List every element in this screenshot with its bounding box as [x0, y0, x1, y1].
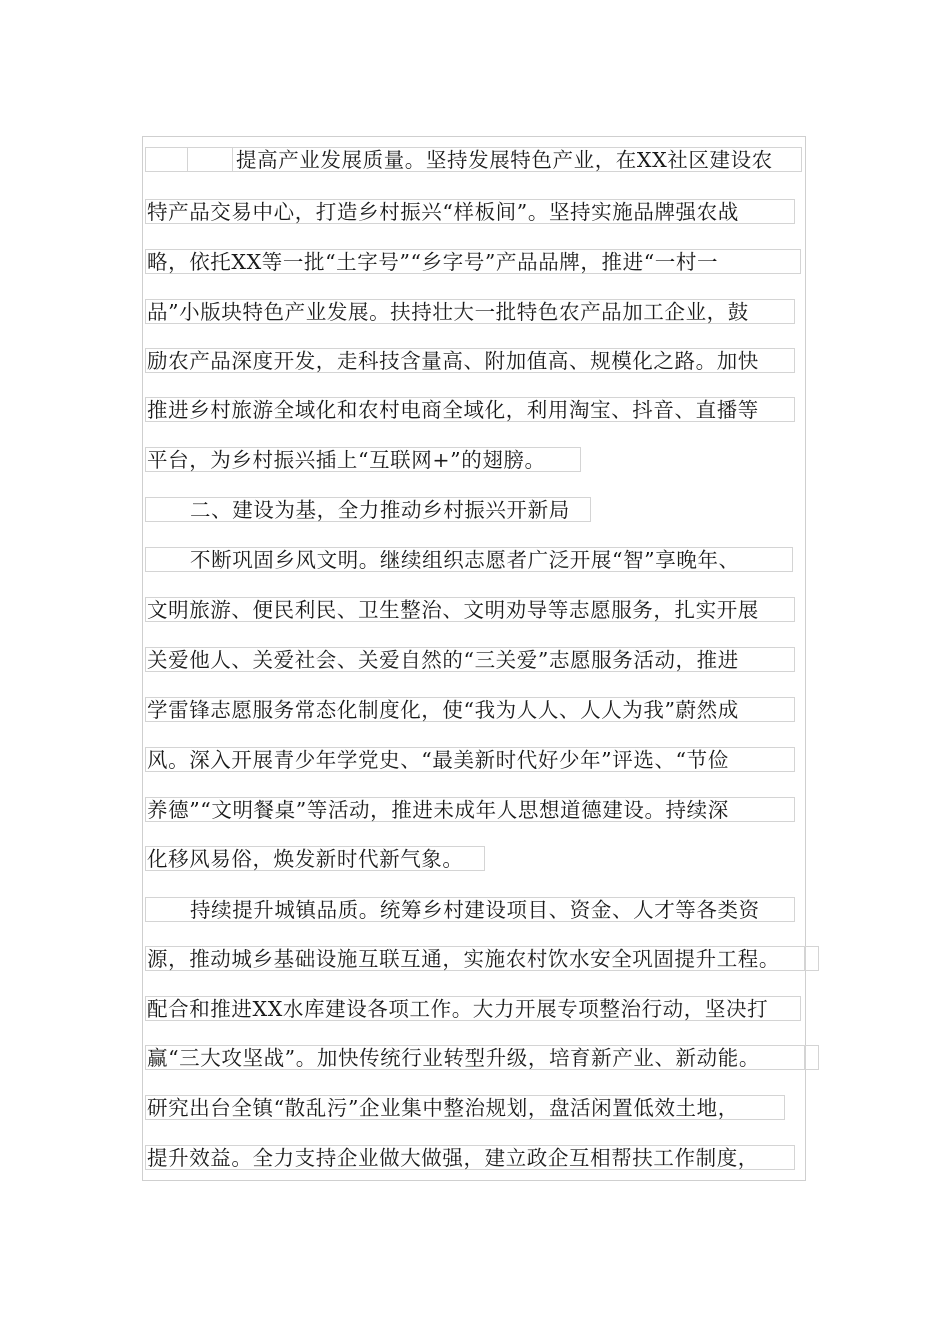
overflow-marker [805, 1045, 819, 1070]
text-line-5: 励农产品深度开发，走科技含量高、附加值高、规模化之路。加快 [145, 348, 795, 373]
text-line-19: 赢“三大攻坚战”。加快传统行业转型升级，培育新产业、新动能。 [145, 1045, 805, 1070]
text-line-12: 学雷锋志愿服务常态化制度化，使“我为人人、人人为我”蔚然成 [145, 697, 795, 722]
text-line-17: 源，推动城乡基础设施互联互通，实施农村饮水安全巩固提升工程。 [145, 946, 805, 971]
text-line-6: 推进乡村旅游全域化和农村电商全域化，利用淘宝、抖音、直播等 [145, 397, 795, 422]
text-line-13: 风。深入开展青少年学党史、“最美新时代好少年”评选、“节俭 [145, 747, 795, 772]
text-line-7: 平台，为乡村振兴插上“互联网+”的翅膀。 [145, 447, 581, 472]
text-line-10: 文明旅游、便民利民、卫生整治、文明劝导等志愿服务，扎实开展 [145, 597, 795, 622]
overflow-marker [805, 946, 819, 971]
text-line-4: 品”小版块特色产业发展。扶持壮大一批特色农产品加工企业，鼓 [145, 299, 795, 324]
section-heading: 二、建设为基，全力推动乡村振兴开新局 [145, 497, 591, 522]
text-line-20: 研究出台全镇“散乱污”企业集中整治规划，盘活闲置低效土地， [145, 1095, 785, 1120]
text-line-16: 持续提升城镇品质。统筹乡村建设项目、资金、人才等各类资 [145, 897, 795, 922]
text-line-11: 关爱他人、关爱社会、关爱自然的“三关爱”志愿服务活动，推进 [145, 647, 795, 672]
text-line-3: 略，依托XX等一批“土字号”“乡字号”产品品牌，推进“一村一 [145, 249, 801, 274]
text-line-14: 养德”“文明餐桌”等活动，推进未成年人思想道德建设。持续深 [145, 797, 795, 822]
text-line-1: 提高产业发展质量。坚持发展特色产业，在XX社区建设农 [145, 147, 802, 172]
text-line-21: 提升效益。全力支持企业做大做强，建立政企互相帮扶工作制度， [145, 1145, 795, 1170]
text-line-2: 特产品交易中心，打造乡村振兴“样板间”。坚持实施品牌强农战 [145, 199, 795, 224]
text-line-9: 不断巩固乡风文明。继续组织志愿者广泛开展“智”享晚年、 [145, 547, 793, 572]
text-line-18: 配合和推进XX水库建设各项工作。大力开展专项整治行动，坚决打 [145, 996, 801, 1021]
text-line-15: 化移风易俗，焕发新时代新气象。 [145, 846, 485, 871]
